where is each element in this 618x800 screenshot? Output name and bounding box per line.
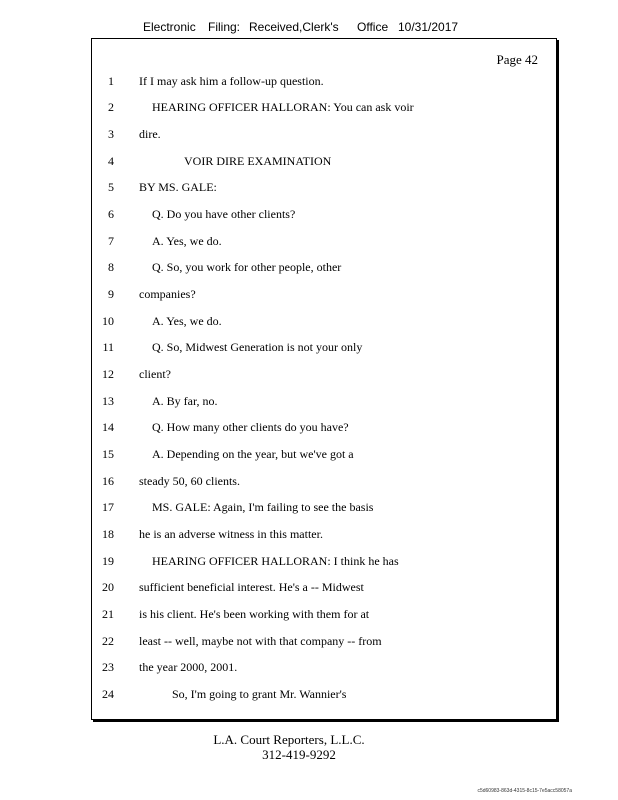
line-text: VOIR DIRE EXAMINATION [184,154,332,168]
line-text: companies? [139,287,196,301]
line-number: 13 [102,394,114,408]
page-number: Page 42 [496,52,538,67]
line-text: client? [139,367,171,381]
line-number: 21 [102,607,114,621]
line-text: sufficient beneficial interest. He's a -- Midwest [139,580,364,594]
header-office: Office [357,20,389,34]
transcript-line [92,337,552,357]
transcript-page [91,38,557,720]
line-number: 15 [102,447,114,461]
line-number: 23 [102,660,114,674]
line-text: So, I'm going to grant Mr. Wannier's [172,687,347,701]
line-text: BY MS. GALE: [139,180,217,194]
transcript-line [92,524,552,544]
transcript-line [92,577,552,597]
line-number: 16 [102,474,114,488]
transcript-line [92,657,552,677]
transcript-line [92,444,552,464]
line-number: 9 [108,287,114,301]
transcript-line [92,417,552,437]
line-text: Q. How many other clients do you have? [152,420,349,434]
line-text: If I may ask him a follow-up question. [139,74,324,88]
line-number: 7 [108,234,114,248]
line-number: 20 [102,580,114,594]
line-number: 24 [102,687,114,701]
transcript-line [92,311,552,331]
transcript-line [92,391,552,411]
line-number: 1 [108,74,114,88]
header-received: Received,Clerk's [249,20,339,34]
line-number: 11 [102,340,114,354]
transcript-line [92,631,552,651]
transcript-line [92,97,552,117]
transcript-line [92,257,552,277]
header-date: 10/31/2017 [398,20,459,34]
line-number: 3 [108,127,114,141]
transcript-line [92,284,552,304]
line-text: A. Yes, we do. [152,314,222,328]
line-number: 4 [108,154,114,168]
line-number: 10 [102,314,114,328]
line-text: Q. So, Midwest Generation is not your only [152,340,363,354]
line-number: 12 [102,367,114,381]
transcript-line [92,151,552,171]
line-number: 17 [102,500,114,514]
line-text: HEARING OFFICER HALLORAN: You can ask voir [152,100,414,114]
line-number: 6 [108,207,114,221]
line-text: dire. [139,127,161,141]
header-filing: Filing: [208,20,241,34]
transcript-line [92,177,552,197]
electronic-filing-header [0,20,618,38]
line-number: 14 [102,420,114,434]
transcript-line [92,684,552,704]
transcript-line [92,124,552,144]
transcript-line [92,364,552,384]
line-number: 8 [108,260,114,274]
line-number: 19 [102,554,114,568]
transcript-line [92,231,552,251]
footer-phone: 312-419-9292 [262,747,336,762]
line-text: he is an adverse witness in this matter. [139,527,323,541]
line-text: Q. So, you work for other people, other [152,260,342,274]
line-number: 18 [102,527,114,541]
line-text: A. Depending on the year, but we've got a [152,447,354,461]
line-text: Q. Do you have other clients? [152,207,296,221]
line-text: the year 2000, 2001. [139,660,238,674]
line-text: HEARING OFFICER HALLORAN: I think he has [152,554,399,568]
transcript-line [92,471,552,491]
line-number: 5 [108,180,114,194]
header-electronic: Electronic [143,20,196,34]
line-number: 22 [102,634,114,648]
footer-firm-name: L.A. Court Reporters, L.L.C. [213,732,365,747]
transcript-line [92,497,552,517]
line-text: A. Yes, we do. [152,234,222,248]
line-text: A. By far, no. [152,394,218,408]
line-text: MS. GALE: Again, I'm failing to see the basis [152,500,374,514]
transcript-line [92,551,552,571]
document-id: c5d60983-863d-4315-8c15-7e5acc58057a [477,788,572,794]
transcript-line [92,71,552,91]
line-text: is his client. He's been working with them for at [139,607,370,621]
transcript-line [92,204,552,224]
court-reporter-footer [0,732,618,762]
line-text: least -- well, maybe not with that company -- from [139,634,382,648]
line-number: 2 [108,100,114,114]
line-text: steady 50, 60 clients. [139,474,240,488]
transcript-line [92,604,552,624]
